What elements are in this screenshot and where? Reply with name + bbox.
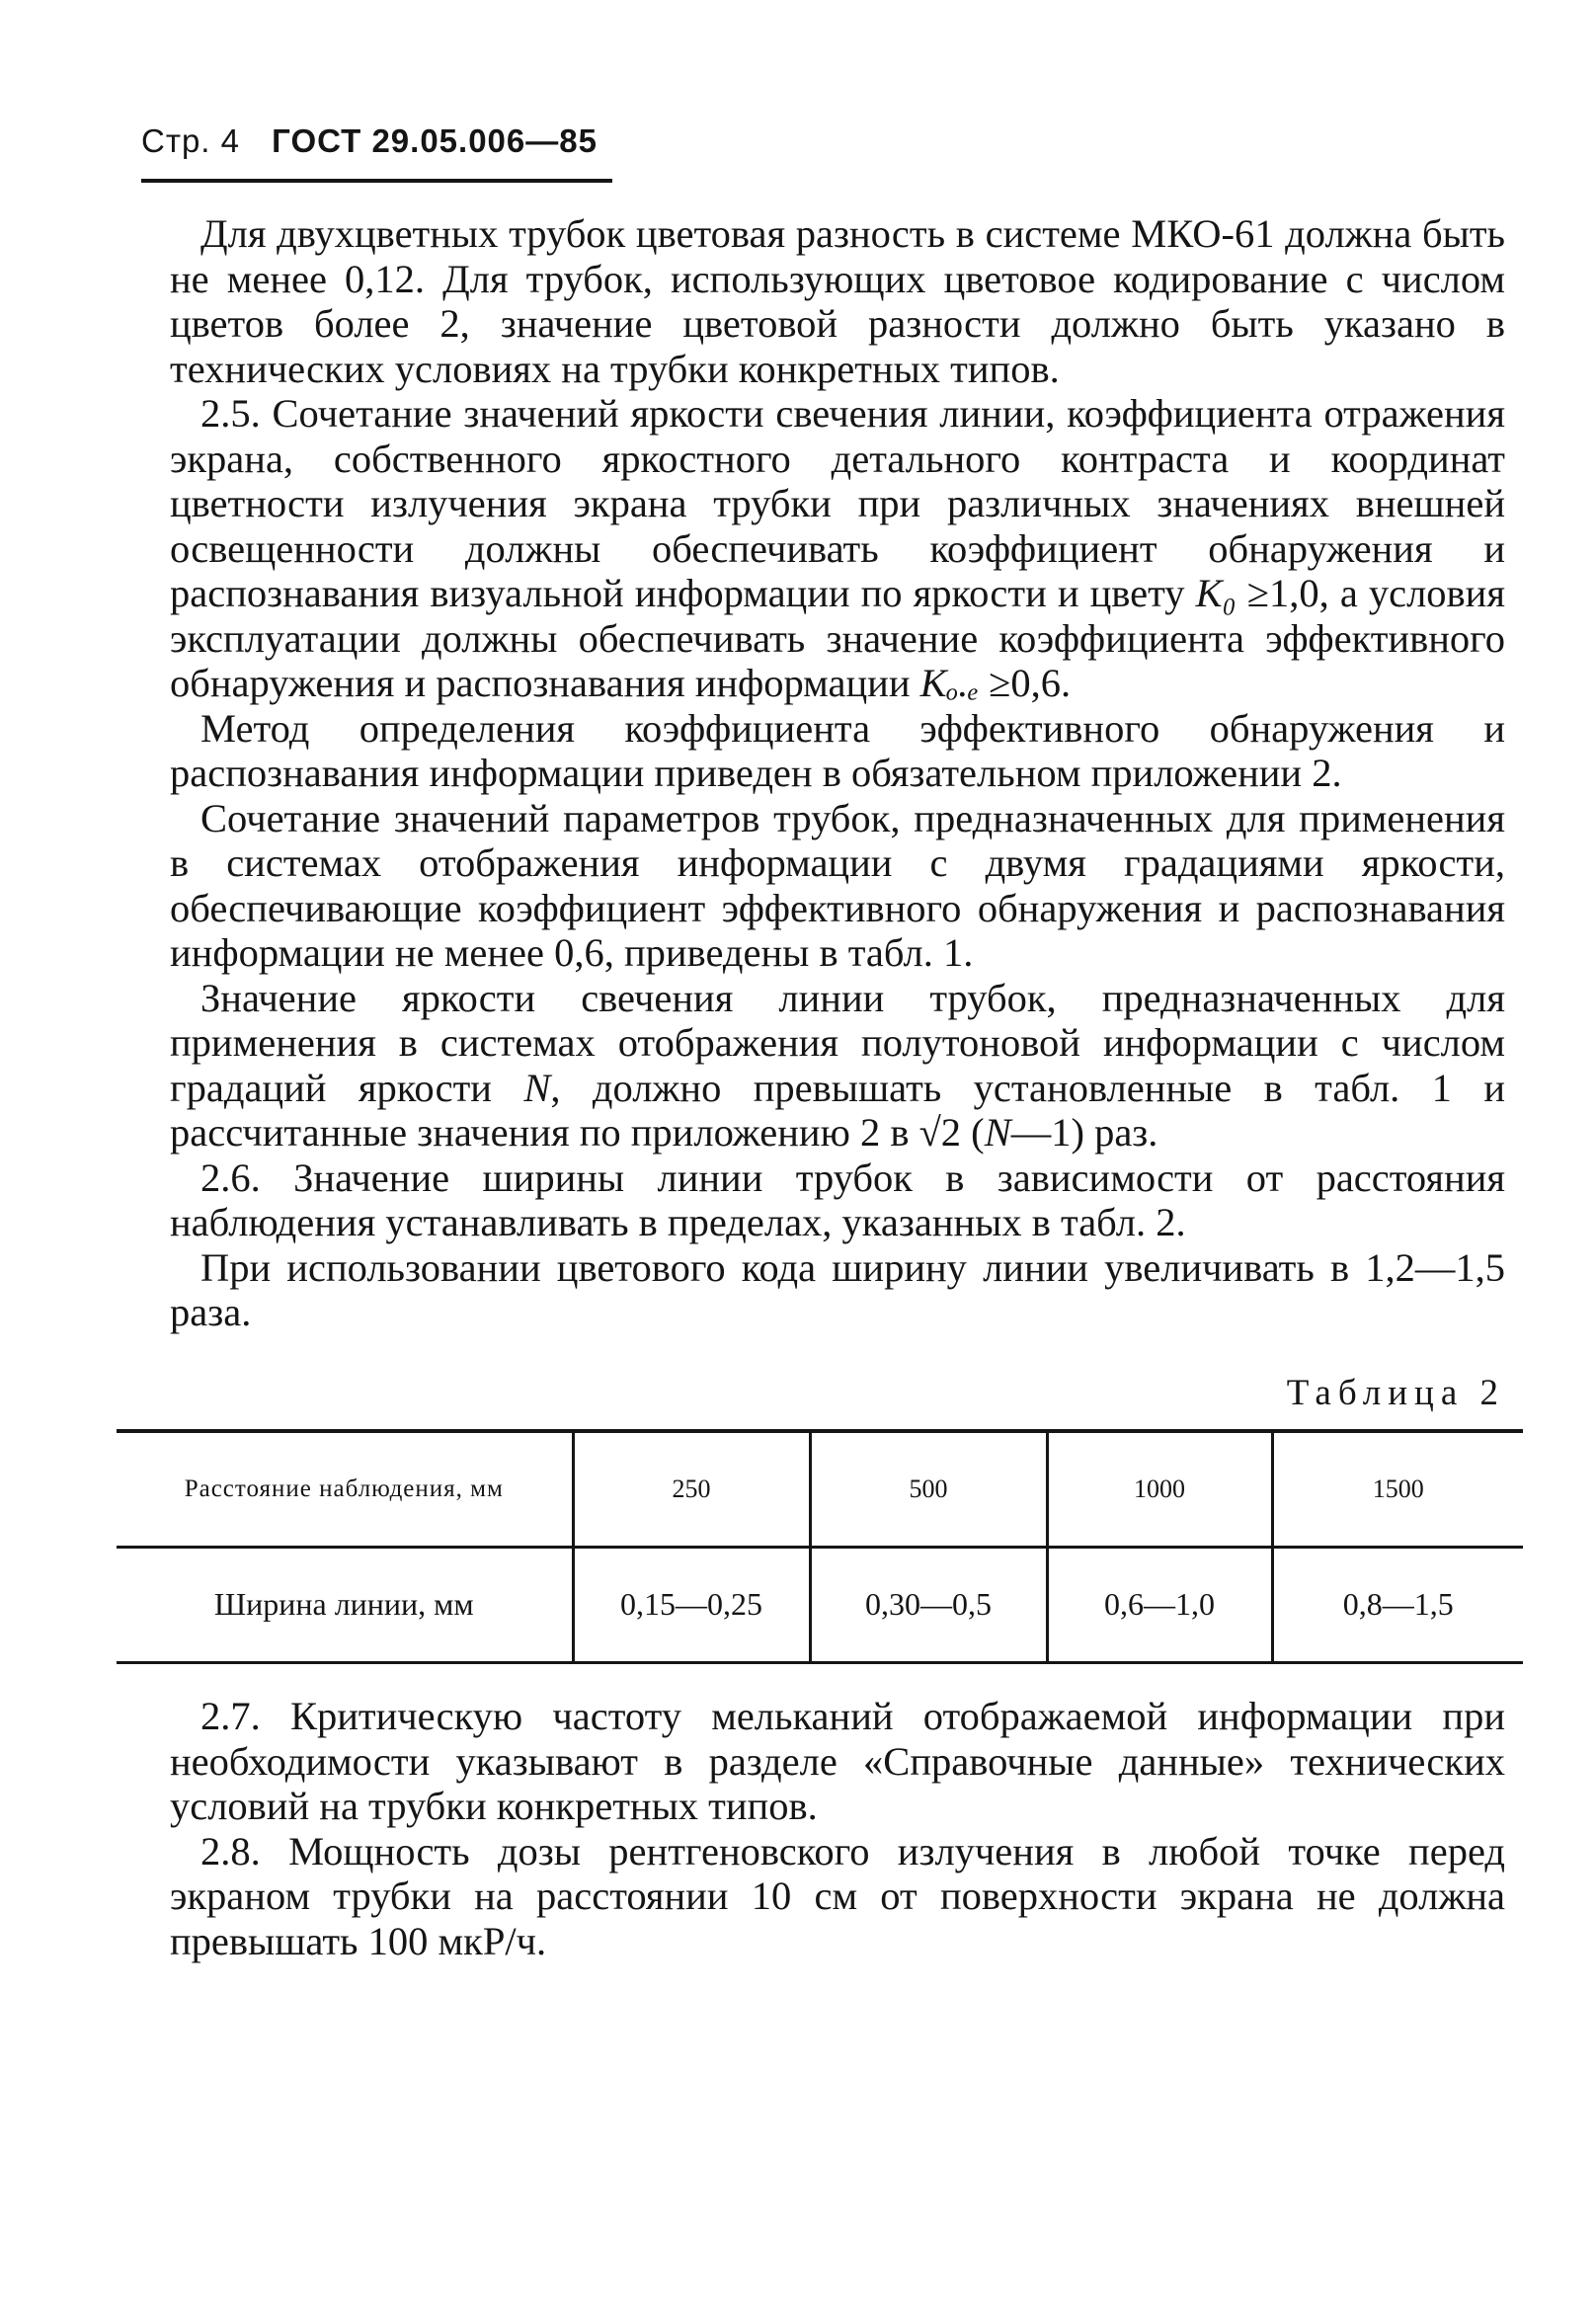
table-row: [117, 1548, 1523, 1663]
page-header: [141, 122, 598, 160]
table-row: [117, 1431, 1523, 1548]
paragraph-brightness: [170, 976, 1505, 1156]
paragraph-color-difference: Для двухцветных трубок цветовая разность в системе МКО-61 должна быть не менее 0,12. Для трубок, использующих цветовое кодирование с числом цветов более 2, значение цветовой разности должно быть указано в технических условиях на трубки конкретных типов.: [170, 211, 1505, 391]
standard-code: ГОСТ 29.05.006—85: [272, 122, 598, 159]
paragraph-brightness-part-c: —1) раз.: [1010, 1110, 1158, 1155]
symbol-n-2: N: [984, 1110, 1011, 1155]
table-cell-width-label: Ширина линии, мм: [117, 1548, 573, 1663]
table-title: Таблица 2: [1286, 1372, 1505, 1413]
paragraph-color-code: При использовании цветового кода ширину линии увеличивать в 1,2—1,5 раза.: [170, 1244, 1505, 1334]
paragraph-parameters: Сочетание значений параметров трубок, предназначенных для применения в системах отображения информации с двумя градациями яркости, обеспечивающие коэффициент эффективного обнаружения и распознавания информации не менее 0,6, приведены в табл. 1.: [170, 795, 1505, 975]
symbol-k0: K₀: [1195, 571, 1237, 615]
table-cell-width: 0,8—1,5: [1272, 1548, 1523, 1663]
symbol-n: N: [523, 1065, 551, 1110]
table-cell-width: 0,15—0,25: [573, 1548, 810, 1663]
table-cell-width: 0,30—0,5: [810, 1548, 1047, 1663]
table-cell-distance: 500: [810, 1431, 1047, 1548]
paragraph-brightness-part-b: , должно превышать установленные в табл. 1 и рассчитанные значения по приложению 2 в √2 (: [170, 1065, 1505, 1155]
table-cell-distance: 1500: [1272, 1431, 1523, 1548]
table-cell-width: 0,6—1,0: [1047, 1548, 1272, 1663]
paragraph-2-6: 2.6. Значение ширины линии трубок в зависимости от расстояния наблюдения устанавливать в пределах, указанных в табл. 2.: [170, 1155, 1505, 1244]
line-width-table: [117, 1429, 1523, 1664]
paragraph-2-5-part-b: ≥1,0, а условия эксплуатации должны обеспечивать значение коэффициента эффективного обнаружения и распознавания информации: [170, 571, 1505, 705]
page-number: Стр. 4: [141, 122, 240, 159]
symbol-koe: Kₒ.ₑ: [919, 661, 979, 705]
table-cell-distance-label: Расстояние наблюдения, мм: [184, 1475, 504, 1503]
header-rule: [141, 179, 612, 183]
paragraph-2-8: 2.8. Мощность дозы рентгеновского излучения в любой точке перед экраном трубки на расстоянии 10 см от поверхности экрана не должна превышать 100 мкР/ч.: [170, 1828, 1505, 1963]
paragraph-2-7: 2.7. Критическую частоту мельканий отображаемой информации при необходимости указывают в разделе «Справочные данные» технических условий на трубки конкретных типов.: [170, 1694, 1505, 1828]
table-cell-distance: 250: [573, 1431, 810, 1548]
table-cell-distance: 1000: [1047, 1431, 1272, 1548]
paragraph-method: Метод определения коэффициента эффективного обнаружения и распознавания информации приведен в обязательном приложении 2.: [170, 705, 1505, 795]
after-table-section: [170, 1694, 1505, 1963]
paragraph-2-5-part-c: ≥0,6.: [978, 661, 1072, 705]
document-body: [170, 211, 1505, 1963]
paragraph-2-5: [170, 391, 1505, 706]
paragraph-brightness-part-a: Значение яркости свечения линии трубок, предназначенных для применения в системах отображения полутоновой информации с числом градаций яркости: [170, 975, 1505, 1110]
paragraph-2-5-part-a: 2.5. Сочетание значений яркости свечения линии, коэффициента отражения экрана, собственного яркостного детального контраста и координат цветности излучения экрана трубки при различных значениях внешней освещенности должны обеспечивать коэффициент обнаружения и распознавания визуальной информации по яркости и цвету: [170, 391, 1505, 615]
